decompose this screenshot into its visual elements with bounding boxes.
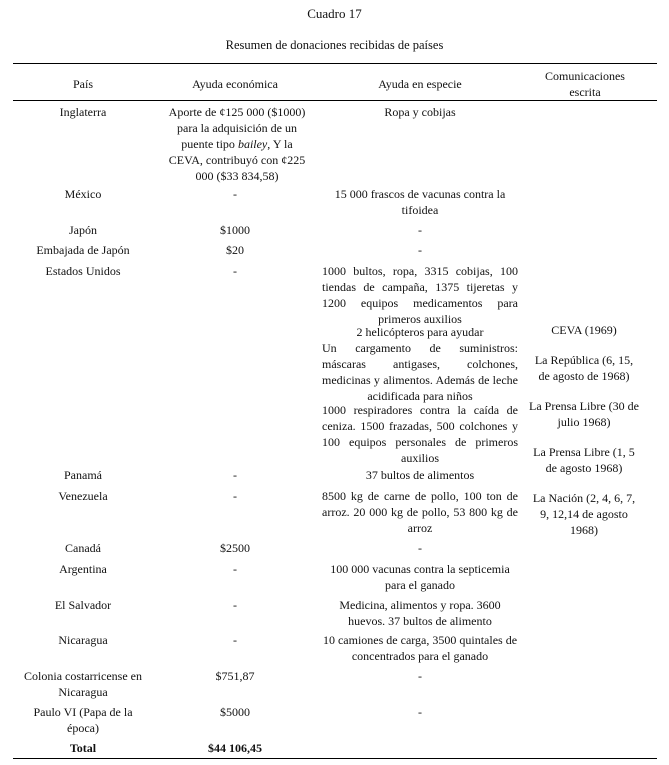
row-economica: - (233, 468, 237, 482)
row-especie: - (418, 243, 422, 257)
comunicacion-item: La Nación (2, 4, 6, 7, 9, 12,14 de agosto 1968) (532, 491, 636, 537)
row-economica: - (233, 633, 237, 647)
row-pais: México (64, 187, 102, 201)
total-label: Total (69, 741, 97, 755)
bottom-rule (13, 758, 657, 759)
row-pais: Panamá (64, 468, 102, 482)
comunicacion-item: La Prensa Libre (1, 5 de agosto 1968) (533, 445, 635, 475)
row-pais: El Salvador (54, 598, 112, 612)
row-pais: Paulo VI (Papa de la época) (33, 705, 133, 735)
row-especie: 1000 bultos, ropa, 3315 cobijas, 100 tiendas de campaña, 1375 tijeretas y 1200 equipos medicamentos para primeros auxilios (322, 264, 518, 326)
row-pais: Inglaterra (59, 105, 107, 119)
row-especie: - (418, 705, 422, 719)
row-economica: - (233, 187, 237, 201)
row-economica: $2500 (220, 541, 250, 555)
row-pais: Canadá (65, 541, 101, 555)
row-especie: - (418, 541, 422, 555)
row-especie: 100 000 vacunas contra la septicemia para el ganado (330, 562, 510, 592)
row-especie: 1000 respiradores contra la caída de ceniza. 1500 frazadas, 500 colchones y 100 equipos personales de primeros auxilios (322, 403, 518, 465)
row-economica: - (233, 489, 237, 503)
row-especie: 2 helicópteros para ayudar (356, 325, 484, 339)
row-especie: 37 bultos de alimentos (365, 468, 475, 482)
row-especie: 15 000 frascos de vacunas contra la tifoidea (334, 187, 506, 217)
row-especie: - (418, 223, 422, 237)
comunicacion-item: La Prensa Libre (30 de julio 1968) (529, 399, 639, 429)
top-rule (13, 63, 657, 64)
header-especie: Ayuda en especie (378, 77, 462, 91)
row-especie: - (418, 669, 422, 683)
row-economica: - (233, 264, 237, 278)
row-pais: Embajada de Japón (36, 243, 130, 257)
table-title: Resumen de donaciones recibidas de países (225, 38, 444, 52)
total-value: $44 106,45 (208, 741, 262, 755)
row-economica: - (233, 562, 237, 576)
row-pais: Japón (69, 223, 97, 237)
row-economica: $5000 (220, 705, 250, 719)
row-especie: 8500 kg de carne de pollo, 100 ton de arroz. 20 000 kg de pollo, 53 800 kg de arroz (322, 489, 518, 535)
row-especie: Medicina, alimentos y ropa. 3600 huevos. 37 bultos de alimento (339, 598, 501, 628)
header-pais: País (72, 77, 93, 91)
row-pais: Venezuela (58, 489, 108, 503)
row-especie: Un cargamento de suministros: máscaras antigases, colchones, medicinas y alimentos. Además de leche acidificada para niños (322, 341, 518, 403)
row-economica: Aporte de ¢125 000 ($1000) para la adquisición de un puente tipo bailey, Y la CEVA, contribuyó con ¢225 000 ($33 834,58) (168, 105, 306, 183)
row-especie: Ropa y cobijas (384, 105, 456, 119)
header-comunicaciones: Comunicaciones escrita (545, 69, 625, 99)
header-rule (13, 100, 657, 101)
row-economica: $20 (226, 243, 244, 257)
row-pais: Estados Unidos (45, 264, 121, 278)
comunicacion-item: CEVA (1969) (551, 323, 617, 337)
row-pais: Nicaragua (58, 633, 108, 647)
row-economica: $1000 (220, 223, 250, 237)
row-especie: 10 camiones de carga, 3500 quintales de concentrados para el ganado (322, 633, 518, 663)
header-economica: Ayuda económica (192, 77, 278, 91)
table-number: Cuadro 17 (307, 6, 362, 21)
row-economica: $751,87 (215, 669, 255, 683)
row-pais: Argentina (59, 562, 107, 576)
row-economica: - (233, 598, 237, 612)
row-pais: Colonia costarricense en Nicaragua (24, 669, 142, 699)
comunicacion-item: La República (6, 15, de agosto de 1968) (534, 353, 634, 383)
